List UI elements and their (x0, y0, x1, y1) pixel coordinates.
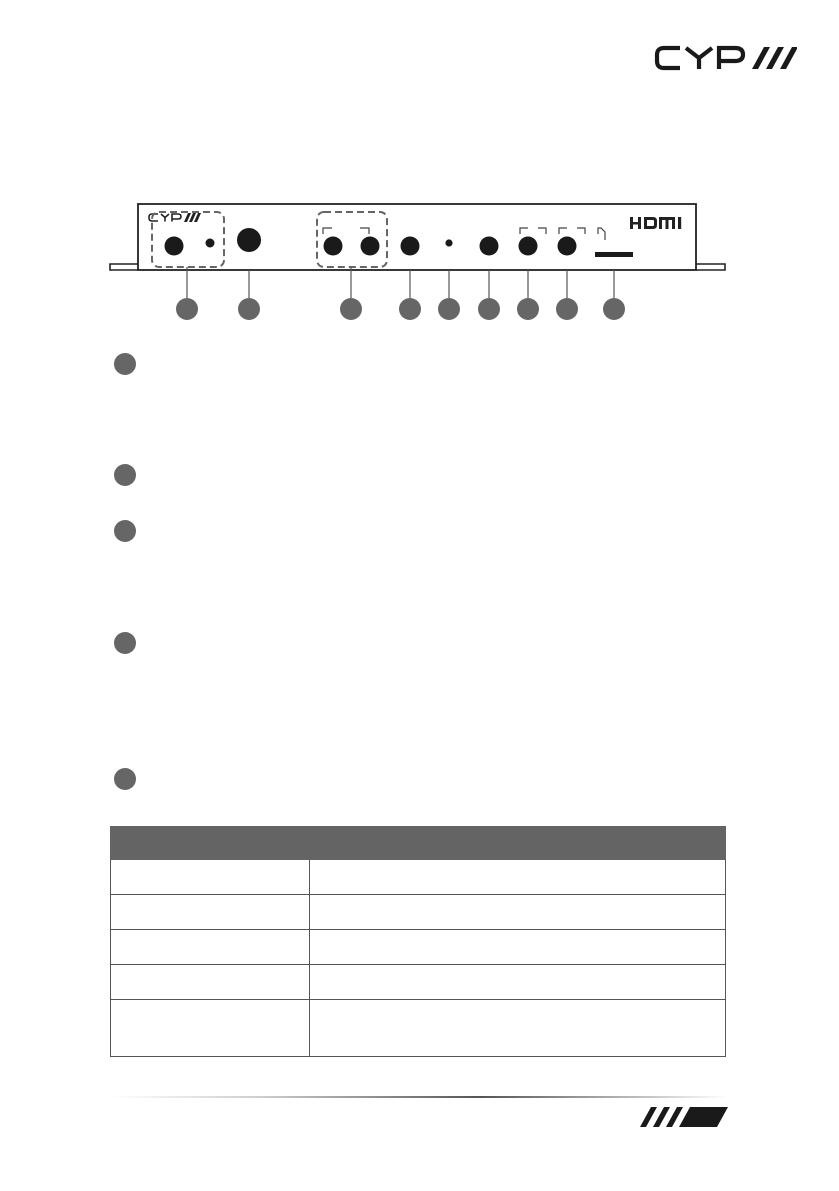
table-cell (111, 895, 310, 930)
panel-button-8 (558, 237, 577, 256)
table-header-row (111, 827, 726, 860)
description-bullet-1 (114, 353, 136, 375)
panel-button-3a (324, 237, 343, 256)
table-cell (310, 930, 726, 965)
footer-rule (110, 1096, 727, 1098)
table-cell (310, 895, 726, 930)
hdmi-port (595, 252, 633, 257)
panel-large-button (237, 228, 261, 252)
callout-7 (517, 298, 539, 320)
table-row (111, 930, 726, 965)
description-bullet-4 (114, 632, 136, 654)
table-row (111, 1000, 726, 1057)
callout-2 (238, 298, 260, 320)
table-cell (310, 965, 726, 1000)
panel-led-5 (445, 239, 452, 246)
cyp-logo (652, 42, 797, 74)
callout-8 (556, 298, 578, 320)
brand-stripes-icon (640, 1106, 728, 1128)
table-row (111, 965, 726, 1000)
description-bullet-2 (114, 464, 136, 486)
callout-5 (438, 298, 460, 320)
panel-led-1 (206, 239, 215, 248)
chassis-front (138, 204, 696, 270)
panel-button-1 (165, 237, 184, 256)
table-cell (310, 860, 726, 895)
callout-4 (399, 298, 421, 320)
callout-9 (603, 298, 625, 320)
description-bullet-5 (114, 768, 136, 790)
table-row (111, 860, 726, 895)
left-mounting-ear (110, 264, 138, 270)
table-row (111, 895, 726, 930)
table-cell (111, 965, 310, 1000)
panel-button-3b (361, 237, 380, 256)
table-cell (111, 860, 310, 895)
callout-6 (478, 298, 500, 320)
panel-button-7 (519, 237, 538, 256)
table-cell (111, 930, 310, 965)
right-mounting-ear (696, 264, 725, 270)
panel-button-4 (401, 237, 420, 256)
panel-button-6 (480, 237, 499, 256)
callout-1 (176, 298, 198, 320)
table-header-cell (310, 827, 726, 860)
front-panel-diagram (108, 196, 732, 326)
table-header-cell (111, 827, 310, 860)
table-cell (111, 1000, 310, 1057)
description-bullet-3 (114, 520, 136, 542)
table-cell (310, 1000, 726, 1057)
callout-3 (340, 298, 362, 320)
spec-table (110, 826, 726, 1057)
